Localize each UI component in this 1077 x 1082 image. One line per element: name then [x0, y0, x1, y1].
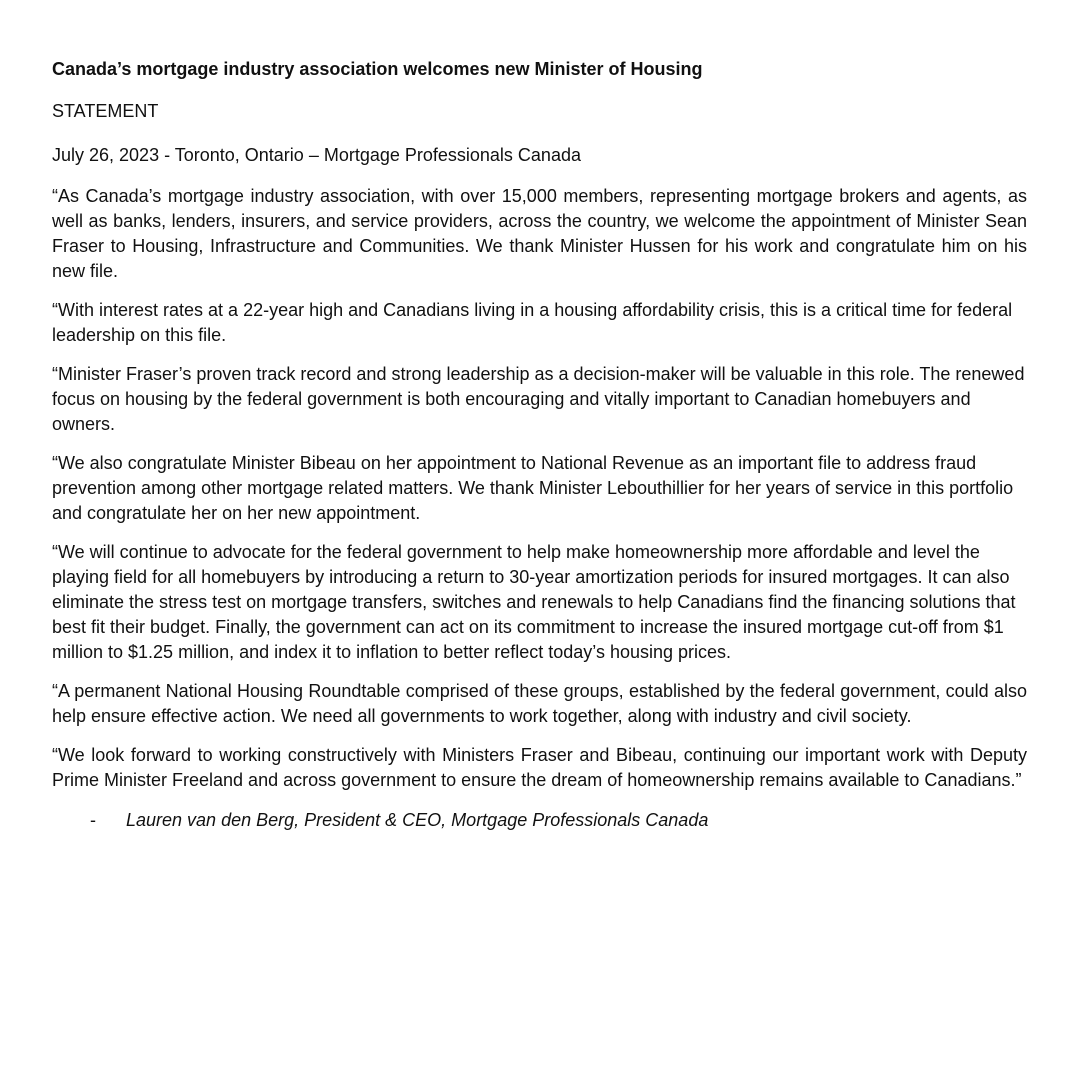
paragraph-welcome: “As Canada’s mortgage industry association, with over 15,000 members, representing mortgage brokers and agents, as well as banks, lenders, insurers, and service providers, across the country, we welcome the appointment of Minister Sean Fraser to Housing, Infrastructure and Communities. We thank Minister Hussen for his work and congratulate him on his new file. — [52, 186, 1027, 281]
paragraph-advocacy: “We will continue to advocate for the federal government to help make homeownership more affordable and level the playing field for all homebuyers by introducing a return to 30-year amortization periods for insured mortgages. It can also eliminate the stress test on mortgage transfers, switches and renewals to help Canadians find the financing solutions that best fit their budget. Finally, the government can act on its commitment to increase the insured mortgage cut-off from $1 million to $1.25 million, and index it to inflation to better reflect today’s housing prices. — [52, 542, 1016, 662]
signature-dash: - — [90, 810, 96, 830]
signature-text: Lauren van den Berg, President & CEO, Mortgage Professionals Canada — [126, 810, 709, 830]
paragraph-bibeau: “We also congratulate Minister Bibeau on her appointment to National Revenue as an important file to address fraud prevention among other mortgage related matters. We thank Minister Lebouthillier for her years of service in this portfolio and congratulate her on her new appointment. — [52, 453, 1014, 523]
dateline: July 26, 2023 - Toronto, Ontario – Mortgage Professionals Canada — [52, 145, 581, 165]
statement-label: STATEMENT — [52, 101, 159, 121]
paragraph-closing: “We look forward to working constructively with Ministers Fraser and Bibeau, continuing our important work with Deputy Prime Minister Freeland and across government to ensure the dream of homeownership remains available to Canadians.” — [52, 745, 1027, 790]
paragraph-interest-rates: “With interest rates at a 22-year high and Canadians living in a housing affordability crisis, this is a critical time for federal leadership on this file. — [52, 300, 1013, 345]
statement-title: Canada’s mortgage industry association welcomes new Minister of Housing — [52, 59, 703, 79]
press-statement — [52, 56, 1027, 833]
paragraph-fraser-leadership: “Minister Fraser’s proven track record and strong leadership as a decision-maker will be valuable in this role. The renewed focus on housing by the federal government is both encouraging and vitally important to Canadian homebuyers and owners. — [52, 364, 1025, 434]
paragraph-roundtable: “A permanent National Housing Roundtable comprised of these groups, established by the federal government, could also help ensure effective action. We need all governments to work together, along with industry and civil society. — [52, 681, 1027, 726]
signature-line — [52, 807, 1027, 833]
